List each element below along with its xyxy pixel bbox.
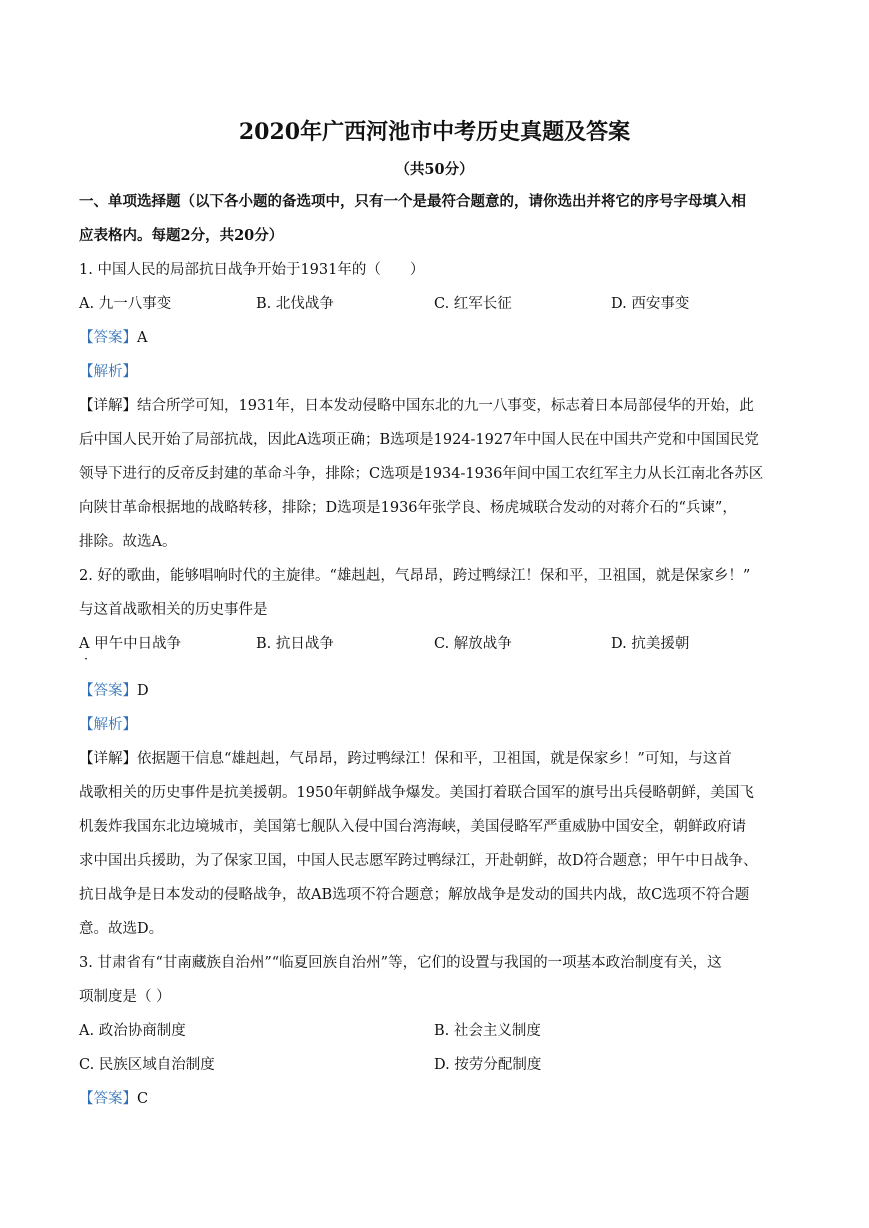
q3-option-a: A. 政治协商制度 <box>79 1023 186 1039</box>
q1-detail-line: 【详解】结合所学可知，1931年，日本发动侵略中国东北的九一八事变，标志着日本局部侵华的开始，此 <box>79 398 754 414</box>
answer-tag: 【答案】 <box>79 683 137 699</box>
q2-detail-line: 抗日战争是日本发动的侵略战争，故AB选项不符合题意；解放战争是发动的国共内战，故C选项不符合题 <box>79 887 750 903</box>
q3-option-c: C. 民族区域自治制度 <box>79 1057 215 1073</box>
q2-option-d: D. 抗美援朝 <box>611 636 690 652</box>
question-1-stem: 1. 中国人民的局部抗日战争开始于1931年的（ ） <box>79 262 425 278</box>
page-subtitle: （共50分） <box>395 161 474 178</box>
q1-option-b: B. 北伐战争 <box>256 296 334 312</box>
q1-detail-line: 领导下进行的反帝反封建的革命斗争，排除；C选项是1934-1936年间中国工农红军主力从长江南北各苏区 <box>79 466 764 482</box>
q3-option-b: B. 社会主义制度 <box>434 1023 541 1039</box>
q2-detail-line: 【详解】依据题干信息“雄赳赳，气昂昂，跨过鸭绿江！保和平，卫祖国，就是保家乡！”可知，与这首 <box>79 751 732 767</box>
section-heading-line-2: 应表格内。每题2分，共20分） <box>79 227 284 244</box>
q2-option-a: A 甲午中日战争 <box>79 636 182 652</box>
q2-stray-dot: · <box>84 652 89 667</box>
q1-detail-line: 排除。故选A。 <box>79 534 177 550</box>
question-3-stem-line-1: 3. 甘肃省有“甘南藏族自治州”“临夏回族自治州”等，它们的设置与我国的一项基本政治制度有关，这 <box>79 955 722 971</box>
q1-detail-line: 后中国人民开始了局部抗战，因此A选项正确；B选项是1924-1927年中国人民在中国共产党和中国国民党 <box>79 432 759 448</box>
q1-option-a: A. 九一八事变 <box>79 296 172 312</box>
q2-option-b: B. 抗日战争 <box>256 636 334 652</box>
q1-option-d: D. 西安事变 <box>611 296 690 312</box>
answer-tag: 【答案】 <box>79 330 137 346</box>
q1-detail-line: 向陕甘革命根据地的战略转移，排除；D选项是1936年张学良、杨虎城联合发动的对蒋介石的“兵谏”， <box>79 500 737 516</box>
q1-option-c: C. 红军长征 <box>434 296 512 312</box>
q3-answer <box>79 1089 148 1109</box>
q1-analysis-tag: 【解析】 <box>79 364 137 380</box>
answer-tag: 【答案】 <box>79 1091 137 1107</box>
page-title: 2020年广西河池市中考历史真题及答案 <box>238 119 631 145</box>
question-3-stem-line-2: 项制度是（ ） <box>79 989 171 1005</box>
answer-value: C <box>137 1091 149 1107</box>
q2-detail-line: 意。故选D。 <box>79 921 164 937</box>
q2-answer <box>79 681 149 701</box>
q2-analysis-tag: 【解析】 <box>79 717 137 733</box>
q2-option-c: C. 解放战争 <box>434 636 512 652</box>
q2-detail-line: 求中国出兵援助，为了保家卫国，中国人民志愿军跨过鸭绿江，开赴朝鲜，故D符合题意；甲午中日战争、 <box>79 853 758 869</box>
answer-value: A <box>137 330 148 346</box>
q1-answer <box>79 328 147 348</box>
section-heading-line-1: 一、单项选择题（以下各小题的备选项中，只有一个是最符合题意的，请你选出并将它的序号字母填入相 <box>79 193 746 210</box>
q2-detail-line: 机轰炸我国东北边境城市，美国第七舰队入侵中国台湾海峡，美国侵略军严重威胁中国安全，朝鲜政府请 <box>79 819 746 835</box>
q2-detail-line: 战歌相关的历史事件是抗美援朝。1950年朝鲜战争爆发。美国打着联合国军的旗号出兵侵略朝鲜，美国飞 <box>79 785 754 801</box>
question-2-stem-line-1: 2. 好的歌曲，能够唱响时代的主旋律。“雄赳赳，气昂昂，跨过鸭绿江！保和平，卫祖国，就是保家乡！” <box>79 568 751 584</box>
question-2-stem-line-2: 与这首战歌相关的历史事件是 <box>79 602 268 618</box>
q3-option-d: D. 按劳分配制度 <box>434 1057 542 1073</box>
answer-value: D <box>137 683 149 699</box>
